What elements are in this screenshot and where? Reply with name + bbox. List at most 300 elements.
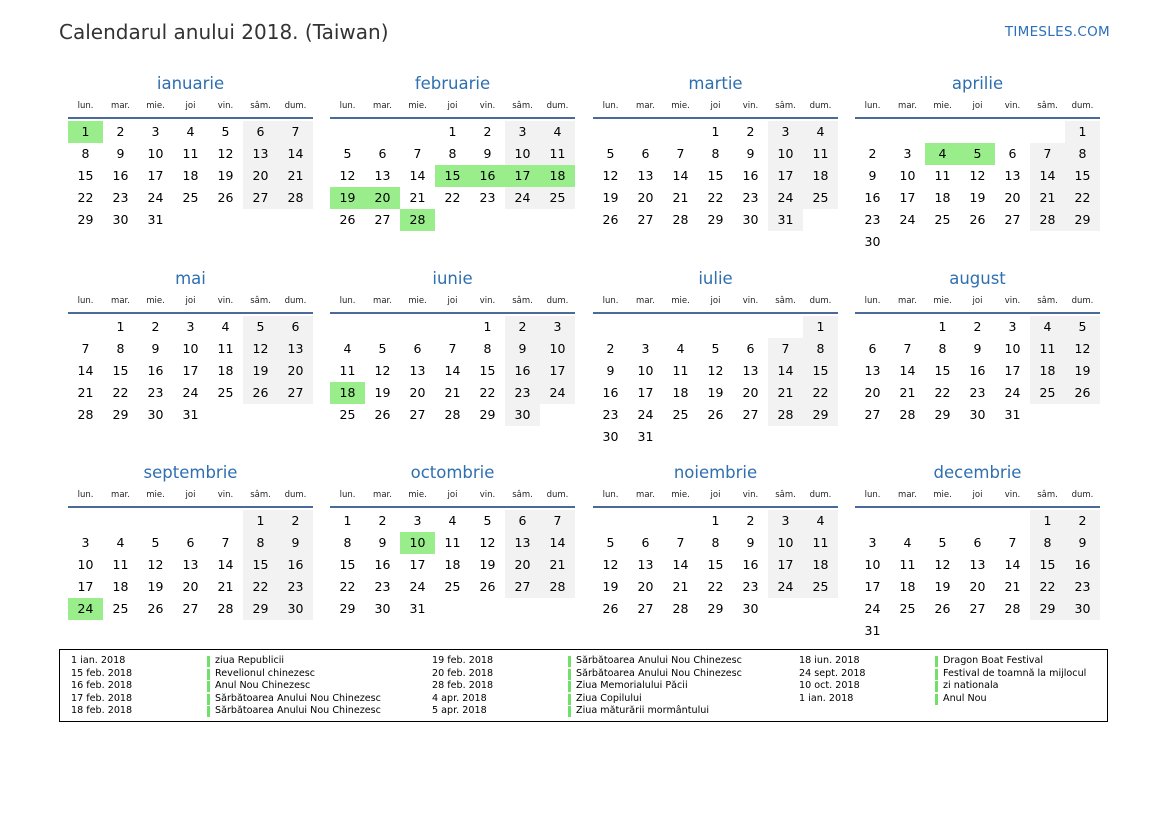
- day-cell[interactable]: 1: [938, 319, 947, 334]
- day-cell[interactable]: 4: [343, 341, 352, 356]
- day-cell[interactable]: 27: [864, 407, 881, 422]
- day-cell[interactable]: 14: [278, 143, 313, 165]
- day-cell[interactable]: 28: [1030, 209, 1065, 231]
- day-cell[interactable]: 18: [899, 579, 916, 594]
- day-cell[interactable]: 31: [182, 407, 199, 422]
- day-cell[interactable]: 11: [934, 168, 951, 183]
- day-cell[interactable]: 10: [864, 557, 881, 572]
- day-cell[interactable]: 30: [147, 407, 164, 422]
- day-cell[interactable]: 22: [934, 385, 951, 400]
- day-cell[interactable]: 17: [768, 165, 803, 187]
- day-cell[interactable]: 14: [409, 168, 426, 183]
- day-cell[interactable]: 13: [969, 557, 986, 572]
- day-cell[interactable]: 6: [243, 121, 278, 143]
- day-cell[interactable]: 23: [278, 576, 313, 598]
- day-cell[interactable]: 24: [864, 601, 881, 616]
- day-cell[interactable]: 31: [147, 212, 164, 227]
- day-cell[interactable]: 1: [483, 319, 492, 334]
- holiday-day-cell[interactable]: 15: [435, 165, 470, 187]
- day-cell[interactable]: 5: [606, 146, 615, 161]
- day-cell[interactable]: 28: [278, 187, 313, 209]
- day-cell[interactable]: 10: [899, 168, 916, 183]
- day-cell[interactable]: 21: [444, 385, 461, 400]
- day-cell[interactable]: 30: [864, 234, 881, 249]
- day-cell[interactable]: 2: [746, 124, 755, 139]
- day-cell[interactable]: 3: [413, 513, 422, 528]
- day-cell[interactable]: 13: [864, 363, 881, 378]
- day-cell[interactable]: 20: [243, 165, 278, 187]
- day-cell[interactable]: 1: [1030, 510, 1065, 532]
- day-cell[interactable]: 25: [540, 187, 575, 209]
- day-cell[interactable]: 18: [112, 579, 129, 594]
- day-cell[interactable]: 18: [182, 168, 199, 183]
- day-cell[interactable]: 24: [637, 407, 654, 422]
- day-cell[interactable]: 9: [606, 363, 615, 378]
- day-cell[interactable]: 24: [182, 385, 199, 400]
- day-cell[interactable]: 3: [186, 319, 195, 334]
- day-cell[interactable]: 17: [540, 360, 575, 382]
- day-cell[interactable]: 31: [864, 623, 881, 638]
- day-cell[interactable]: 10: [768, 143, 803, 165]
- brand-link[interactable]: TIMESLES.COM: [1004, 24, 1110, 40]
- day-cell[interactable]: 21: [768, 382, 803, 404]
- day-cell[interactable]: 16: [969, 363, 986, 378]
- day-cell[interactable]: 9: [505, 338, 540, 360]
- day-cell[interactable]: 28: [1004, 601, 1021, 616]
- day-cell[interactable]: 8: [711, 535, 720, 550]
- day-cell[interactable]: 26: [934, 601, 951, 616]
- day-cell[interactable]: 9: [868, 168, 877, 183]
- day-cell[interactable]: 26: [374, 407, 391, 422]
- day-cell[interactable]: 12: [707, 363, 724, 378]
- day-cell[interactable]: 6: [378, 146, 387, 161]
- day-cell[interactable]: 11: [182, 146, 199, 161]
- day-cell[interactable]: 28: [77, 407, 94, 422]
- day-cell[interactable]: 11: [444, 535, 461, 550]
- day-cell[interactable]: 9: [151, 341, 160, 356]
- day-cell[interactable]: 14: [768, 360, 803, 382]
- day-cell[interactable]: 8: [116, 341, 125, 356]
- day-cell[interactable]: 6: [278, 316, 313, 338]
- day-cell[interactable]: 27: [243, 187, 278, 209]
- day-cell[interactable]: 11: [217, 341, 234, 356]
- day-cell[interactable]: 9: [746, 146, 755, 161]
- day-cell[interactable]: 5: [378, 341, 387, 356]
- day-cell[interactable]: 3: [641, 341, 650, 356]
- day-cell[interactable]: 13: [278, 338, 313, 360]
- day-cell[interactable]: 23: [742, 190, 759, 205]
- day-cell[interactable]: 21: [409, 190, 426, 205]
- day-cell[interactable]: 4: [540, 121, 575, 143]
- day-cell[interactable]: 14: [672, 168, 689, 183]
- day-cell[interactable]: 16: [864, 190, 881, 205]
- day-cell[interactable]: 22: [1065, 187, 1100, 209]
- day-cell[interactable]: 18: [444, 557, 461, 572]
- day-cell[interactable]: 27: [409, 407, 426, 422]
- day-cell[interactable]: 19: [934, 579, 951, 594]
- day-cell[interactable]: 30: [505, 404, 540, 426]
- day-cell[interactable]: 1: [803, 316, 838, 338]
- day-cell[interactable]: 4: [1030, 316, 1065, 338]
- day-cell[interactable]: 29: [112, 407, 129, 422]
- day-cell[interactable]: 3: [768, 121, 803, 143]
- day-cell[interactable]: 31: [768, 209, 803, 231]
- day-cell[interactable]: 29: [339, 601, 356, 616]
- day-cell[interactable]: 19: [602, 579, 619, 594]
- day-cell[interactable]: 28: [899, 407, 916, 422]
- day-cell[interactable]: 15: [1065, 165, 1100, 187]
- day-cell[interactable]: 11: [540, 143, 575, 165]
- day-cell[interactable]: 25: [803, 187, 838, 209]
- day-cell[interactable]: 30: [742, 601, 759, 616]
- holiday-day-cell[interactable]: 19: [330, 187, 365, 209]
- day-cell[interactable]: 30: [602, 429, 619, 444]
- day-cell[interactable]: 30: [278, 598, 313, 620]
- day-cell[interactable]: 20: [637, 579, 654, 594]
- day-cell[interactable]: 5: [938, 535, 947, 550]
- day-cell[interactable]: 10: [768, 532, 803, 554]
- day-cell[interactable]: 3: [1008, 319, 1017, 334]
- day-cell[interactable]: 22: [112, 385, 129, 400]
- day-cell[interactable]: 8: [81, 146, 90, 161]
- day-cell[interactable]: 12: [479, 535, 496, 550]
- day-cell[interactable]: 14: [217, 557, 234, 572]
- day-cell[interactable]: 7: [1030, 143, 1065, 165]
- day-cell[interactable]: 5: [711, 341, 720, 356]
- day-cell[interactable]: 10: [147, 146, 164, 161]
- day-cell[interactable]: 30: [742, 212, 759, 227]
- day-cell[interactable]: 18: [934, 190, 951, 205]
- day-cell[interactable]: 9: [278, 532, 313, 554]
- day-cell[interactable]: 1: [1065, 121, 1100, 143]
- day-cell[interactable]: 5: [1065, 316, 1100, 338]
- day-cell[interactable]: 12: [602, 168, 619, 183]
- day-cell[interactable]: 22: [243, 576, 278, 598]
- day-cell[interactable]: 15: [803, 360, 838, 382]
- holiday-day-cell[interactable]: 18: [330, 382, 365, 404]
- day-cell[interactable]: 25: [444, 579, 461, 594]
- holiday-day-cell[interactable]: 28: [400, 209, 435, 231]
- day-cell[interactable]: 19: [374, 385, 391, 400]
- day-cell[interactable]: 12: [1065, 338, 1100, 360]
- day-cell[interactable]: 18: [1030, 360, 1065, 382]
- day-cell[interactable]: 2: [1065, 510, 1100, 532]
- day-cell[interactable]: 9: [378, 535, 387, 550]
- day-cell[interactable]: 21: [217, 579, 234, 594]
- day-cell[interactable]: 25: [182, 190, 199, 205]
- day-cell[interactable]: 20: [278, 360, 313, 382]
- day-cell[interactable]: 12: [969, 168, 986, 183]
- day-cell[interactable]: 24: [1004, 385, 1021, 400]
- day-cell[interactable]: 20: [409, 385, 426, 400]
- day-cell[interactable]: 23: [864, 212, 881, 227]
- day-cell[interactable]: 13: [637, 557, 654, 572]
- day-cell[interactable]: 11: [803, 532, 838, 554]
- day-cell[interactable]: 28: [672, 212, 689, 227]
- day-cell[interactable]: 28: [540, 576, 575, 598]
- day-cell[interactable]: 8: [448, 146, 457, 161]
- day-cell[interactable]: 22: [339, 579, 356, 594]
- day-cell[interactable]: 11: [803, 143, 838, 165]
- day-cell[interactable]: 19: [147, 579, 164, 594]
- day-cell[interactable]: 23: [505, 382, 540, 404]
- day-cell[interactable]: 8: [1030, 532, 1065, 554]
- day-cell[interactable]: 2: [973, 319, 982, 334]
- day-cell[interactable]: 22: [77, 190, 94, 205]
- day-cell[interactable]: 29: [707, 212, 724, 227]
- day-cell[interactable]: 24: [505, 187, 540, 209]
- day-cell[interactable]: 1: [448, 124, 457, 139]
- day-cell[interactable]: 12: [339, 168, 356, 183]
- day-cell[interactable]: 2: [868, 146, 877, 161]
- day-cell[interactable]: 12: [602, 557, 619, 572]
- day-cell[interactable]: 10: [505, 143, 540, 165]
- day-cell[interactable]: 7: [221, 535, 230, 550]
- day-cell[interactable]: 26: [479, 579, 496, 594]
- day-cell[interactable]: 29: [479, 407, 496, 422]
- day-cell[interactable]: 12: [217, 146, 234, 161]
- day-cell[interactable]: 23: [969, 385, 986, 400]
- day-cell[interactable]: 27: [278, 382, 313, 404]
- day-cell[interactable]: 23: [602, 407, 619, 422]
- day-cell[interactable]: 15: [479, 363, 496, 378]
- day-cell[interactable]: 20: [637, 190, 654, 205]
- day-cell[interactable]: 28: [768, 404, 803, 426]
- holiday-day-cell[interactable]: 4: [925, 143, 960, 165]
- day-cell[interactable]: 27: [1004, 212, 1021, 227]
- holiday-day-cell[interactable]: 5: [960, 143, 995, 165]
- day-cell[interactable]: 8: [803, 338, 838, 360]
- day-cell[interactable]: 3: [151, 124, 160, 139]
- day-cell[interactable]: 17: [409, 557, 426, 572]
- day-cell[interactable]: 2: [378, 513, 387, 528]
- day-cell[interactable]: 30: [112, 212, 129, 227]
- day-cell[interactable]: 23: [147, 385, 164, 400]
- day-cell[interactable]: 27: [182, 601, 199, 616]
- day-cell[interactable]: 8: [711, 146, 720, 161]
- day-cell[interactable]: 1: [711, 513, 720, 528]
- day-cell[interactable]: 31: [1004, 407, 1021, 422]
- day-cell[interactable]: 10: [77, 557, 94, 572]
- day-cell[interactable]: 25: [1030, 382, 1065, 404]
- holiday-day-cell[interactable]: 17: [505, 165, 540, 187]
- day-cell[interactable]: 19: [707, 385, 724, 400]
- day-cell[interactable]: 27: [969, 601, 986, 616]
- day-cell[interactable]: 2: [483, 124, 492, 139]
- day-cell[interactable]: 26: [339, 212, 356, 227]
- day-cell[interactable]: 14: [672, 557, 689, 572]
- day-cell[interactable]: 6: [641, 535, 650, 550]
- day-cell[interactable]: 9: [746, 535, 755, 550]
- day-cell[interactable]: 12: [147, 557, 164, 572]
- day-cell[interactable]: 26: [602, 601, 619, 616]
- day-cell[interactable]: 25: [217, 385, 234, 400]
- day-cell[interactable]: 25: [803, 576, 838, 598]
- day-cell[interactable]: 13: [374, 168, 391, 183]
- day-cell[interactable]: 23: [112, 190, 129, 205]
- day-cell[interactable]: 17: [77, 579, 94, 594]
- day-cell[interactable]: 8: [938, 341, 947, 356]
- day-cell[interactable]: 7: [81, 341, 90, 356]
- day-cell[interactable]: 4: [448, 513, 457, 528]
- day-cell[interactable]: 4: [803, 121, 838, 143]
- day-cell[interactable]: 3: [903, 146, 912, 161]
- day-cell[interactable]: 26: [602, 212, 619, 227]
- day-cell[interactable]: 13: [637, 168, 654, 183]
- day-cell[interactable]: 7: [540, 510, 575, 532]
- holiday-day-cell[interactable]: 16: [470, 165, 505, 187]
- day-cell[interactable]: 15: [77, 168, 94, 183]
- holiday-day-cell[interactable]: 10: [400, 532, 435, 554]
- day-cell[interactable]: 26: [243, 382, 278, 404]
- day-cell[interactable]: 15: [339, 557, 356, 572]
- day-cell[interactable]: 20: [505, 554, 540, 576]
- day-cell[interactable]: 3: [868, 535, 877, 550]
- day-cell[interactable]: 6: [868, 341, 877, 356]
- day-cell[interactable]: 15: [707, 557, 724, 572]
- day-cell[interactable]: 14: [540, 532, 575, 554]
- day-cell[interactable]: 6: [413, 341, 422, 356]
- day-cell[interactable]: 22: [707, 579, 724, 594]
- day-cell[interactable]: 14: [444, 363, 461, 378]
- day-cell[interactable]: 22: [707, 190, 724, 205]
- day-cell[interactable]: 1: [243, 510, 278, 532]
- day-cell[interactable]: 29: [934, 407, 951, 422]
- day-cell[interactable]: 17: [864, 579, 881, 594]
- day-cell[interactable]: 21: [1030, 187, 1065, 209]
- day-cell[interactable]: 15: [934, 363, 951, 378]
- day-cell[interactable]: 24: [768, 187, 803, 209]
- day-cell[interactable]: 11: [672, 363, 689, 378]
- day-cell[interactable]: 1: [343, 513, 352, 528]
- day-cell[interactable]: 16: [147, 363, 164, 378]
- day-cell[interactable]: 22: [803, 382, 838, 404]
- day-cell[interactable]: 11: [1030, 338, 1065, 360]
- day-cell[interactable]: 12: [934, 557, 951, 572]
- day-cell[interactable]: 7: [278, 121, 313, 143]
- day-cell[interactable]: 30: [374, 601, 391, 616]
- day-cell[interactable]: 18: [672, 385, 689, 400]
- day-cell[interactable]: 19: [217, 168, 234, 183]
- day-cell[interactable]: 29: [243, 598, 278, 620]
- day-cell[interactable]: 19: [243, 360, 278, 382]
- day-cell[interactable]: 10: [540, 338, 575, 360]
- day-cell[interactable]: 24: [540, 382, 575, 404]
- day-cell[interactable]: 5: [221, 124, 230, 139]
- day-cell[interactable]: 2: [606, 341, 615, 356]
- day-cell[interactable]: 16: [1065, 554, 1100, 576]
- day-cell[interactable]: 13: [742, 363, 759, 378]
- day-cell[interactable]: 2: [746, 513, 755, 528]
- day-cell[interactable]: 9: [973, 341, 982, 356]
- day-cell[interactable]: 28: [217, 601, 234, 616]
- day-cell[interactable]: 10: [1004, 341, 1021, 356]
- day-cell[interactable]: 10: [182, 341, 199, 356]
- day-cell[interactable]: 29: [707, 601, 724, 616]
- day-cell[interactable]: 18: [217, 363, 234, 378]
- day-cell[interactable]: 14: [899, 363, 916, 378]
- day-cell[interactable]: 10: [637, 363, 654, 378]
- day-cell[interactable]: 20: [742, 385, 759, 400]
- day-cell[interactable]: 23: [742, 579, 759, 594]
- day-cell[interactable]: 15: [243, 554, 278, 576]
- day-cell[interactable]: 7: [413, 146, 422, 161]
- day-cell[interactable]: 16: [112, 168, 129, 183]
- day-cell[interactable]: 7: [676, 535, 685, 550]
- day-cell[interactable]: 2: [116, 124, 125, 139]
- day-cell[interactable]: 8: [483, 341, 492, 356]
- day-cell[interactable]: 9: [483, 146, 492, 161]
- day-cell[interactable]: 1: [116, 319, 125, 334]
- day-cell[interactable]: 19: [1065, 360, 1100, 382]
- day-cell[interactable]: 24: [768, 576, 803, 598]
- day-cell[interactable]: 27: [637, 212, 654, 227]
- day-cell[interactable]: 30: [1065, 598, 1100, 620]
- day-cell[interactable]: 13: [1004, 168, 1021, 183]
- day-cell[interactable]: 16: [278, 554, 313, 576]
- day-cell[interactable]: 20: [1004, 190, 1021, 205]
- day-cell[interactable]: 3: [768, 510, 803, 532]
- day-cell[interactable]: 11: [339, 363, 356, 378]
- day-cell[interactable]: 25: [672, 407, 689, 422]
- day-cell[interactable]: 15: [1030, 554, 1065, 576]
- day-cell[interactable]: 29: [1030, 598, 1065, 620]
- day-cell[interactable]: 4: [221, 319, 230, 334]
- day-cell[interactable]: 4: [676, 341, 685, 356]
- day-cell[interactable]: 7: [768, 338, 803, 360]
- day-cell[interactable]: 19: [969, 190, 986, 205]
- day-cell[interactable]: 15: [112, 363, 129, 378]
- holiday-day-cell[interactable]: 18: [540, 165, 575, 187]
- day-cell[interactable]: 6: [746, 341, 755, 356]
- day-cell[interactable]: 3: [81, 535, 90, 550]
- day-cell[interactable]: 24: [899, 212, 916, 227]
- day-cell[interactable]: 27: [374, 212, 391, 227]
- day-cell[interactable]: 6: [505, 510, 540, 532]
- day-cell[interactable]: 19: [479, 557, 496, 572]
- day-cell[interactable]: 23: [374, 579, 391, 594]
- day-cell[interactable]: 13: [182, 557, 199, 572]
- day-cell[interactable]: 21: [77, 385, 94, 400]
- day-cell[interactable]: 4: [186, 124, 195, 139]
- day-cell[interactable]: 7: [1008, 535, 1017, 550]
- day-cell[interactable]: 26: [217, 190, 234, 205]
- day-cell[interactable]: 12: [243, 338, 278, 360]
- day-cell[interactable]: 6: [973, 535, 982, 550]
- day-cell[interactable]: 2: [278, 510, 313, 532]
- day-cell[interactable]: 5: [483, 513, 492, 528]
- day-cell[interactable]: 20: [182, 579, 199, 594]
- holiday-day-cell[interactable]: 20: [365, 187, 400, 209]
- day-cell[interactable]: 8: [343, 535, 352, 550]
- day-cell[interactable]: 19: [602, 190, 619, 205]
- day-cell[interactable]: 25: [934, 212, 951, 227]
- day-cell[interactable]: 17: [182, 363, 199, 378]
- day-cell[interactable]: 1: [711, 124, 720, 139]
- day-cell[interactable]: 16: [505, 360, 540, 382]
- day-cell[interactable]: 22: [444, 190, 461, 205]
- day-cell[interactable]: 5: [151, 535, 160, 550]
- day-cell[interactable]: 28: [444, 407, 461, 422]
- day-cell[interactable]: 2: [505, 316, 540, 338]
- day-cell[interactable]: 20: [969, 579, 986, 594]
- day-cell[interactable]: 24: [147, 190, 164, 205]
- day-cell[interactable]: 31: [409, 601, 426, 616]
- day-cell[interactable]: 21: [899, 385, 916, 400]
- day-cell[interactable]: 25: [339, 407, 356, 422]
- day-cell[interactable]: 26: [969, 212, 986, 227]
- day-cell[interactable]: 6: [1008, 146, 1017, 161]
